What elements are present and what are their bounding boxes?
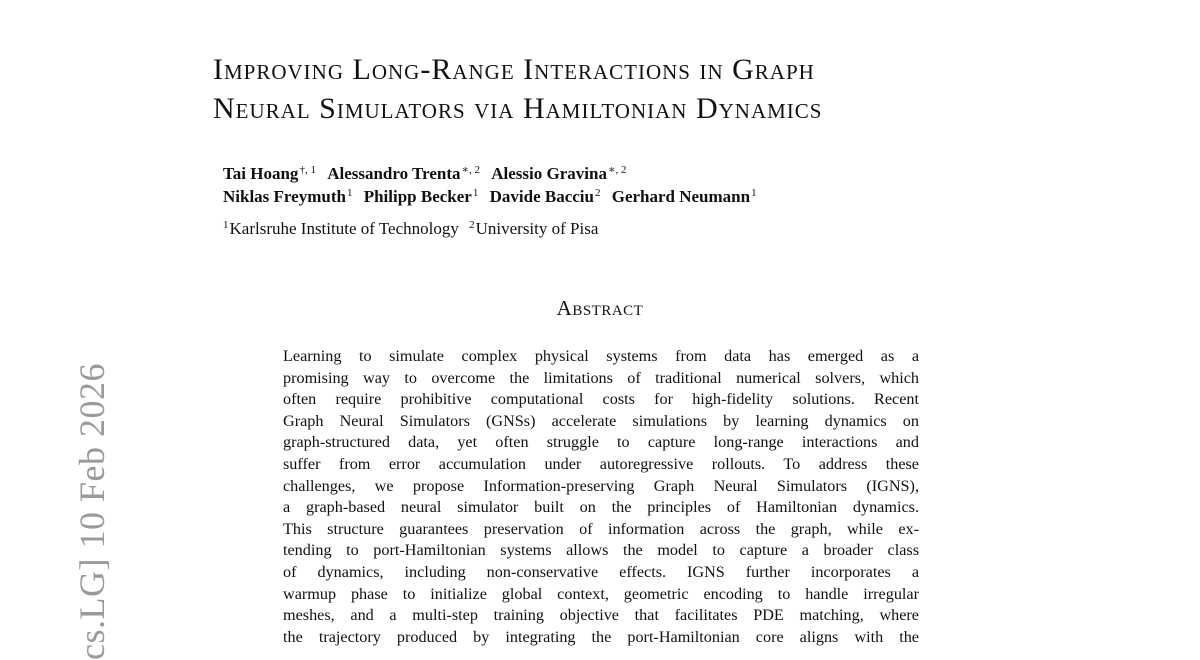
abstract-line: suffer from error accumulation under autoregressive rollouts. To address these [283,454,919,473]
author-name: Gerhard Neumann [611,187,751,206]
abstract-line: of dynamics, including non-conservative effects. IGNS further incorporates a [283,562,919,581]
abstract-line: a graph-based neural simulator built on the principles of Hamiltonian dynamics. [283,498,919,517]
affiliation-list [223,218,604,240]
author-affiliation-mark: ∗, 2 [461,164,481,176]
arxiv-identifier-stamp: cs.LG] 10 Feb 2026 [72,363,112,660]
author [490,187,601,206]
abstract-line: meshes, and a multi-step training objective that facilitates PDE matching, where [283,606,919,625]
author-name: Tai Hoang [223,164,299,183]
affiliation-mark: 2 [469,219,475,231]
author-list [223,162,764,208]
abstract-line: This structure guarantees preservation of information across the graph, while ex- [283,519,919,538]
title-line: Improving Long-Range Interactions in Graph [213,53,815,86]
abstract-line: the trajectory produced by integrating the port-Hamiltonian core aligns with the [283,627,919,646]
author [491,164,626,183]
abstract-body [283,346,919,648]
abstract-heading: Abstract [556,296,644,320]
author-row [223,162,764,185]
author [364,187,479,206]
affiliation [469,219,598,238]
author-row [223,185,764,208]
author-affiliation-mark: †, 1 [299,164,316,176]
affiliation [223,219,459,238]
abstract-line: Learning to simulate complex physical systems from data has emerged as a [283,347,919,365]
author-name: Alessio Gravina [491,164,607,183]
author-name: Alessandro Trenta [327,164,461,183]
affiliation-name: Karlsruhe Institute of Technology [229,219,459,238]
author [223,164,316,183]
author-name: Niklas Freymuth [223,187,346,206]
author-name: Philipp Becker [363,187,472,206]
author-name: Davide Bacciu [489,187,594,206]
abstract-line: tending to port-Hamiltonian systems allows the model to capture a broader class [283,541,919,560]
author-affiliation-mark: 1 [472,187,479,199]
author-affiliation-mark: 1 [751,187,757,199]
paper-title [213,50,822,128]
abstract-line: challenges, we propose Information-preserving Graph Neural Simulators (IGNS), [283,476,919,495]
author-affiliation-mark: ∗, 2 [607,164,627,176]
abstract-line: warmup phase to initialize global context, geometric encoding to handle irregular [283,584,919,603]
title-line: Neural Simulators via Hamiltonian Dynamics [213,92,823,125]
author [327,164,480,183]
abstract-line: Graph Neural Simulators (GNSs) accelerate simulations by learning dynamics on [283,411,919,430]
abstract-line: often require prohibitive computational costs for high-fidelity solutions. Recent [283,390,919,409]
abstract-line: promising way to overcome the limitations of traditional numerical solvers, which [283,368,919,387]
author [612,187,757,206]
affiliation-name: University of Pisa [475,219,599,238]
abstract-line: graph-structured data, yet often struggle to capture long-range interactions and [283,433,919,452]
author-affiliation-mark: 2 [594,187,601,199]
author [223,187,352,206]
affiliation-mark: 1 [223,219,229,231]
author-affiliation-mark: 1 [346,187,353,199]
